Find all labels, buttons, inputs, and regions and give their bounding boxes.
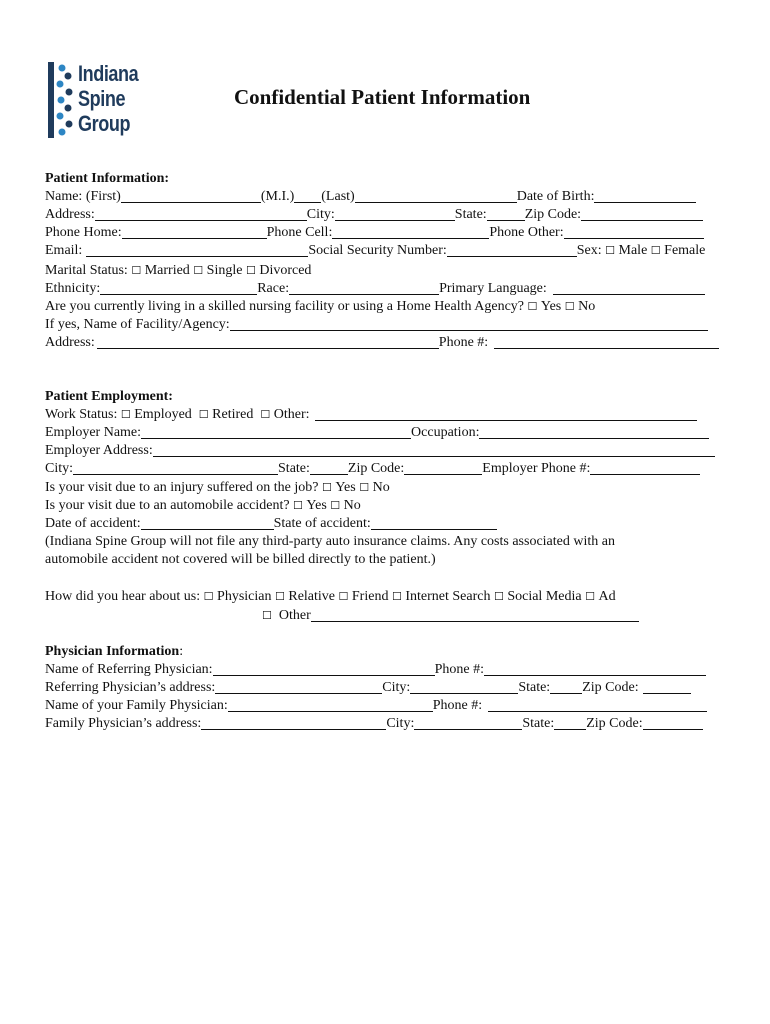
state-label: State: bbox=[454, 207, 487, 222]
facility-name-field[interactable] bbox=[230, 316, 708, 331]
relative-source-label: Relative bbox=[288, 589, 336, 604]
facility-address-field[interactable] bbox=[97, 334, 439, 349]
female-label: Female bbox=[664, 243, 706, 258]
employer-city-label: City: bbox=[45, 461, 74, 476]
work-other-label: Other: bbox=[273, 407, 310, 422]
physician-heading-row bbox=[45, 643, 735, 661]
employed-checkbox[interactable]: ☐ bbox=[120, 408, 131, 421]
referral-source-question: How did you hear about us: bbox=[45, 589, 201, 604]
friend-source-checkbox[interactable]: ☐ bbox=[338, 590, 349, 603]
logo-line-2: Spine bbox=[78, 86, 126, 111]
employment-heading: Patient Employment: bbox=[45, 389, 173, 404]
ethnicity-label: Ethnicity: bbox=[45, 281, 101, 296]
family-phone-field[interactable] bbox=[488, 697, 707, 712]
logo-line-3: Group bbox=[78, 111, 131, 136]
page-title: Confidential Patient Information bbox=[234, 85, 531, 109]
race-label: Race: bbox=[257, 281, 290, 296]
city-field[interactable] bbox=[335, 206, 455, 221]
relative-source-checkbox[interactable]: ☐ bbox=[274, 590, 285, 603]
company-logo bbox=[48, 60, 160, 140]
employer-name-field[interactable] bbox=[141, 424, 411, 439]
ssn-label: Social Security Number: bbox=[308, 243, 447, 258]
employed-label: Employed bbox=[134, 407, 192, 422]
phone-home-label: Phone Home: bbox=[45, 225, 122, 240]
divorced-label: Divorced bbox=[259, 263, 312, 278]
referring-state-label: State: bbox=[518, 680, 551, 695]
work-other-field[interactable] bbox=[315, 406, 697, 421]
employer-address-field[interactable] bbox=[153, 442, 715, 457]
employer-state-label: State: bbox=[278, 461, 310, 476]
male-label: Male bbox=[618, 243, 648, 258]
referral-source-row bbox=[45, 588, 735, 606]
family-name-field[interactable] bbox=[228, 697, 433, 712]
auto-question-row bbox=[45, 497, 735, 515]
referring-name-field[interactable] bbox=[213, 661, 435, 676]
retired-label: Retired bbox=[212, 407, 254, 422]
facility-name-label: If yes, Name of Facility/Agency: bbox=[45, 317, 230, 332]
facility-yes-label: Yes bbox=[540, 299, 562, 314]
auto-yes-label: Yes bbox=[306, 498, 327, 513]
dob-field[interactable] bbox=[594, 188, 696, 203]
ethnicity-row bbox=[45, 280, 735, 298]
facility-phone-field[interactable] bbox=[494, 334, 719, 349]
logo-spine-icon bbox=[48, 60, 76, 140]
race-field[interactable] bbox=[289, 280, 439, 295]
referring-address-field[interactable] bbox=[215, 679, 382, 694]
mi-label: (M.I.) bbox=[260, 189, 295, 204]
internet-source-label: Internet Search bbox=[405, 589, 491, 604]
email-label: Email: bbox=[45, 243, 83, 258]
disclaimer-line-2: automobile accident not covered will be billed directly to the patient.) bbox=[45, 552, 436, 567]
auto-no-label: No bbox=[343, 498, 361, 513]
state-accident-label: State of accident: bbox=[273, 516, 371, 531]
occupation-label: Occupation: bbox=[411, 425, 480, 440]
sex-label: Sex: bbox=[576, 243, 602, 258]
ethnicity-field[interactable] bbox=[100, 280, 257, 295]
referring-phone-label: Phone #: bbox=[434, 662, 484, 677]
injury-yes-label: Yes bbox=[335, 480, 356, 495]
facility-address-label: Address: bbox=[45, 335, 95, 350]
phone-cell-label: Phone Cell: bbox=[266, 225, 333, 240]
family-zip-field[interactable] bbox=[643, 715, 703, 730]
facility-yes-checkbox[interactable]: ☐ bbox=[527, 300, 538, 313]
facility-phone-label: Phone #: bbox=[438, 335, 489, 350]
state-field[interactable] bbox=[487, 206, 525, 221]
state-accident-field[interactable] bbox=[371, 515, 497, 530]
phone-other-field[interactable] bbox=[564, 224, 704, 239]
referring-zip-label: Zip Code: bbox=[582, 680, 639, 695]
other-source-label: Other bbox=[278, 608, 311, 623]
other-source-field[interactable] bbox=[311, 607, 639, 622]
disclaimer-line-1: (Indiana Spine Group will not file any third-party auto insurance claims. Any costs associated with an bbox=[45, 534, 615, 549]
auto-no-checkbox[interactable]: ☐ bbox=[330, 499, 341, 512]
referring-address-row bbox=[45, 679, 735, 697]
auto-yes-checkbox[interactable]: ☐ bbox=[293, 499, 303, 512]
work-other-checkbox[interactable]: ☐ bbox=[260, 408, 271, 421]
phone-other-label: Phone Other: bbox=[489, 225, 564, 240]
work-status-row bbox=[45, 406, 735, 424]
family-address-field[interactable] bbox=[201, 715, 386, 730]
divorced-checkbox[interactable]: ☐ bbox=[245, 264, 256, 277]
employer-city-row bbox=[45, 460, 735, 478]
physician-source-checkbox[interactable]: ☐ bbox=[203, 590, 214, 603]
internet-source-checkbox[interactable]: ☐ bbox=[391, 590, 402, 603]
phone-home-field[interactable] bbox=[122, 224, 267, 239]
employer-phone-field[interactable] bbox=[590, 460, 700, 475]
logo-line-1: Indiana bbox=[78, 61, 139, 86]
facility-question-row bbox=[45, 298, 735, 316]
phone-row bbox=[45, 224, 735, 242]
male-checkbox[interactable]: ☐ bbox=[605, 244, 616, 257]
friend-source-label: Friend bbox=[351, 589, 389, 604]
auto-question: Is your visit due to an automobile accident? bbox=[45, 498, 290, 513]
referring-address-label: Referring Physician’s address: bbox=[45, 680, 216, 695]
referring-city-label: City: bbox=[382, 680, 411, 695]
physician-source-label: Physician bbox=[217, 589, 272, 604]
zip-field[interactable] bbox=[581, 206, 703, 221]
address-field[interactable] bbox=[95, 206, 307, 221]
marital-row bbox=[45, 262, 735, 280]
referring-city-field[interactable] bbox=[410, 679, 518, 694]
single-checkbox[interactable]: ☐ bbox=[193, 264, 204, 277]
ssn-field[interactable] bbox=[447, 242, 577, 257]
occupation-field[interactable] bbox=[479, 424, 709, 439]
marital-label: Marital Status: bbox=[45, 263, 128, 278]
facility-no-checkbox[interactable]: ☐ bbox=[564, 300, 575, 313]
injury-no-checkbox[interactable]: ☐ bbox=[359, 481, 370, 494]
language-field[interactable] bbox=[553, 280, 705, 295]
dob-label: Date of Birth: bbox=[516, 189, 595, 204]
employer-zip-field[interactable] bbox=[404, 460, 482, 475]
family-address-row bbox=[45, 715, 735, 733]
employer-address-row bbox=[45, 442, 735, 460]
single-label: Single bbox=[206, 263, 243, 278]
family-city-field[interactable] bbox=[414, 715, 522, 730]
facility-no-label: No bbox=[578, 299, 596, 314]
city-label: City: bbox=[306, 207, 335, 222]
referring-state-field[interactable] bbox=[550, 679, 582, 694]
injury-question-row bbox=[45, 479, 735, 497]
family-state-field[interactable] bbox=[554, 715, 586, 730]
social-media-source-checkbox[interactable]: ☐ bbox=[493, 590, 504, 603]
referring-name-label: Name of Referring Physician: bbox=[45, 662, 213, 677]
employer-name-row bbox=[45, 424, 735, 442]
email-field[interactable] bbox=[86, 242, 308, 257]
physician-heading-colon: : bbox=[179, 644, 184, 659]
married-label: Married bbox=[144, 263, 190, 278]
employer-name-label: Employer Name: bbox=[45, 425, 142, 440]
employer-zip-label: Zip Code: bbox=[347, 461, 405, 476]
physician-heading: Physician Information bbox=[45, 644, 180, 659]
married-checkbox[interactable]: ☐ bbox=[131, 264, 142, 277]
injury-yes-checkbox[interactable]: ☐ bbox=[321, 481, 332, 494]
patient-info-heading: Patient Information: bbox=[45, 171, 170, 186]
first-name-label: Name: (First) bbox=[45, 189, 121, 204]
date-accident-label: Date of accident: bbox=[45, 516, 141, 531]
injury-no-label: No bbox=[372, 480, 390, 495]
last-name-label: (Last) bbox=[321, 189, 355, 204]
family-phone-label: Phone #: bbox=[432, 698, 483, 713]
family-city-label: City: bbox=[386, 716, 415, 731]
family-zip-label: Zip Code: bbox=[586, 716, 643, 731]
employer-city-field[interactable] bbox=[73, 460, 278, 475]
first-name-field[interactable] bbox=[121, 188, 261, 203]
ad-source-label: Ad bbox=[598, 589, 616, 604]
phone-cell-field[interactable] bbox=[332, 224, 489, 239]
family-name-label: Name of your Family Physician: bbox=[45, 698, 228, 713]
ad-source-checkbox[interactable]: ☐ bbox=[585, 590, 595, 603]
date-accident-field[interactable] bbox=[141, 515, 274, 530]
referring-physician-row bbox=[45, 661, 735, 679]
employer-phone-label: Employer Phone #: bbox=[482, 461, 591, 476]
referring-phone-field[interactable] bbox=[484, 661, 706, 676]
family-physician-row bbox=[45, 697, 735, 715]
employer-state-field[interactable] bbox=[310, 460, 348, 475]
name-row bbox=[45, 188, 735, 206]
facility-name-row bbox=[45, 316, 735, 334]
employer-address-label: Employer Address: bbox=[45, 443, 153, 458]
female-checkbox[interactable]: ☐ bbox=[650, 244, 661, 257]
family-address-label: Family Physician’s address: bbox=[45, 716, 202, 731]
other-source-checkbox[interactable]: ☐ bbox=[262, 609, 272, 622]
work-status-label: Work Status: bbox=[45, 407, 118, 422]
email-row bbox=[45, 242, 735, 260]
mi-field[interactable] bbox=[294, 188, 321, 203]
facility-address-row bbox=[45, 334, 735, 352]
family-state-label: State: bbox=[522, 716, 555, 731]
facility-question: Are you currently living in a skilled nursing facility or using a Home Health Agency? bbox=[45, 299, 524, 314]
address-row bbox=[45, 206, 735, 224]
social-media-source-label: Social Media bbox=[507, 589, 582, 604]
language-label: Primary Language: bbox=[439, 281, 547, 296]
zip-label: Zip Code: bbox=[524, 207, 582, 222]
injury-question: Is your visit due to an injury suffered on the job? bbox=[45, 480, 319, 495]
address-label: Address: bbox=[45, 207, 95, 222]
retired-checkbox[interactable]: ☐ bbox=[198, 408, 209, 421]
accident-row bbox=[45, 515, 735, 533]
referral-other-row bbox=[262, 607, 662, 625]
referring-zip-field[interactable] bbox=[643, 679, 691, 694]
last-name-field[interactable] bbox=[355, 188, 517, 203]
